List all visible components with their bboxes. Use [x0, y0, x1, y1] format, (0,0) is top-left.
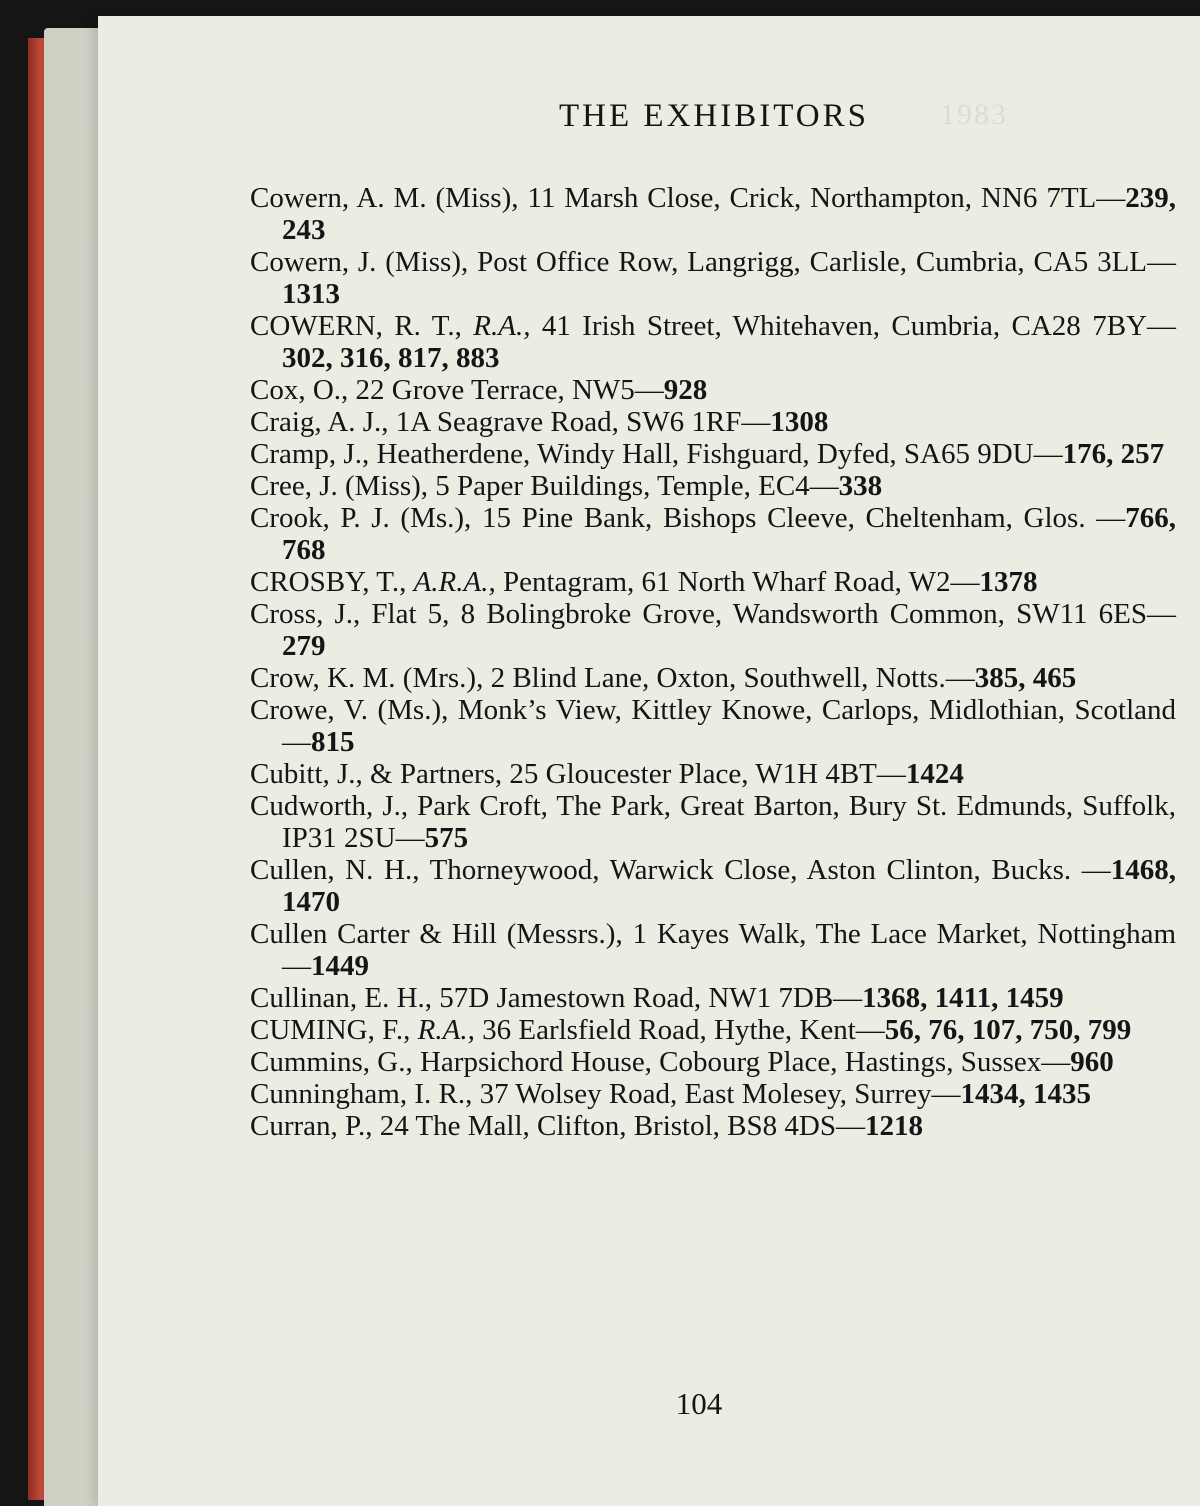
entry-text: Cullen, N. H., Thorneywood, Warwick Close, Aston Clinton, Bucks. — [250, 854, 1111, 886]
entry-text: Crow, K. M. (Mrs.), 2 Blind Lane, Oxton, Southwell, Notts.— [250, 662, 975, 694]
entry-text: Craig, A. J., 1A Seagrave Road, SW6 1RF— [250, 406, 771, 438]
entry-text: Cross, J., Flat 5, 8 Bolingbroke Grove, Wandsworth Common, SW11 6ES— [250, 598, 1176, 630]
catalogue-numbers: 176, 257 [1062, 438, 1165, 470]
entry-address: 41 Irish Street, Whitehaven, Cumbria, CA28 7BY— [530, 310, 1176, 342]
catalogue-numbers: 1468, 1470 [282, 854, 1176, 918]
entry-text: Cree, J. (Miss), 5 Paper Buildings, Temple, EC4— [250, 470, 839, 502]
exhibitor-entry [250, 566, 1176, 598]
catalogue-numbers: 815 [311, 726, 355, 758]
catalogue-numbers: 575 [424, 822, 469, 854]
exhibitor-entry [250, 758, 1176, 790]
show-through-year: 1983 [940, 98, 1008, 131]
catalogue-numbers: 239, 243 [282, 182, 1176, 246]
exhibitor-entry [250, 790, 1176, 854]
entry-text: Crook, P. J. (Ms.), 15 Pine Bank, Bishops Cleeve, Cheltenham, Glos. — [250, 502, 1126, 534]
catalogue-numbers: 1218 [864, 1110, 923, 1142]
entry-text: Crowe, V. (Ms.), Monk’s View, Kittley Knowe, Carlops, Midlothian, Scotland— [250, 694, 1176, 758]
exhibitor-list [250, 182, 1176, 1142]
exhibitor-entry [250, 854, 1176, 918]
entry-distinction: R.A., [417, 1014, 475, 1046]
entry-text: Cummins, G., Harpsichord House, Cobourg Place, Hastings, Sussex— [250, 1046, 1071, 1078]
exhibitor-entry [250, 1014, 1176, 1046]
exhibitor-entry [250, 982, 1176, 1014]
exhibitor-entry [250, 246, 1176, 310]
catalogue-numbers: 385, 465 [974, 662, 1077, 694]
catalogue-numbers: 1313 [282, 278, 340, 310]
entry-text: COWERN, R. T., [250, 310, 474, 342]
entry-text: Cox, O., 22 Grove Terrace, NW5— [250, 374, 664, 406]
catalogue-numbers: 1308 [770, 406, 829, 438]
exhibitor-entry [250, 470, 1176, 502]
catalogue-numbers: 1368, 1411, 1459 [862, 982, 1064, 1014]
catalogue-numbers: 279 [282, 630, 326, 662]
entry-text: Cowern, A. M. (Miss), 11 Marsh Close, Crick, Northampton, NN6 7TL— [250, 182, 1126, 214]
exhibitor-entry [250, 502, 1176, 566]
page-number: 104 [675, 1386, 723, 1421]
exhibitor-entry [250, 182, 1176, 246]
entry-text: Cudworth, J., Park Croft, The Park, Great Barton, Bury St. Edmunds, Suffolk, IP31 2SU— [250, 790, 1176, 854]
exhibitor-entry [250, 310, 1176, 374]
exhibitor-entry [250, 438, 1176, 470]
exhibitor-entry [250, 1046, 1176, 1078]
entry-text: Cowern, J. (Miss), Post Office Row, Langrigg, Carlisle, Cumbria, CA5 3LL— [250, 246, 1176, 278]
entry-distinction: R.A., [473, 310, 531, 342]
catalogue-numbers: 1434, 1435 [960, 1078, 1092, 1110]
catalogue-numbers: 56, 76, 107, 750, 799 [884, 1014, 1132, 1046]
entry-address: 36 Earlsfield Road, Hythe, Kent— [474, 1014, 885, 1046]
catalogue-numbers: 1378 [979, 566, 1038, 598]
catalogue-numbers: 1424 [905, 758, 964, 790]
entry-text: CROSBY, T., [250, 566, 414, 598]
catalogue-numbers: 928 [663, 374, 708, 406]
catalogue-numbers: 1449 [311, 950, 369, 982]
entry-distinction: A.R.A., [413, 566, 496, 598]
catalogue-numbers: 338 [838, 470, 883, 502]
exhibitor-entry [250, 662, 1176, 694]
entry-text: Cramp, J., Heatherdene, Windy Hall, Fishguard, Dyfed, SA65 9DU— [250, 438, 1063, 470]
exhibitor-entry [250, 598, 1176, 662]
exhibitor-entry [250, 694, 1176, 758]
entry-text: Curran, P., 24 The Mall, Clifton, Bristol, BS8 4DS— [250, 1110, 865, 1142]
page-title: THE EXHIBITORS [559, 98, 869, 134]
exhibitor-entry [250, 918, 1176, 982]
entry-text: Cullen Carter & Hill (Messrs.), 1 Kayes Walk, The Lace Market, Nottingham— [250, 918, 1176, 982]
exhibitor-entry [250, 1078, 1176, 1110]
exhibitor-entry [250, 1110, 1176, 1142]
exhibitor-entry [250, 406, 1176, 438]
entry-address: Pentagram, 61 North Wharf Road, W2— [495, 566, 980, 598]
catalogue-numbers: 960 [1070, 1046, 1114, 1078]
entry-text: CUMING, F., [250, 1014, 418, 1046]
catalogue-numbers: 766, 768 [282, 502, 1176, 566]
entry-text: Cunningham, I. R., 37 Wolsey Road, East Molesey, Surrey— [250, 1078, 961, 1110]
exhibitor-entry [250, 374, 1176, 406]
catalogue-numbers: 302, 316, 817, 883 [282, 342, 500, 374]
entry-text: Cubitt, J., & Partners, 25 Gloucester Place, W1H 4BT— [250, 758, 906, 790]
entry-text: Cullinan, E. H., 57D Jamestown Road, NW1 7DB— [250, 982, 863, 1014]
